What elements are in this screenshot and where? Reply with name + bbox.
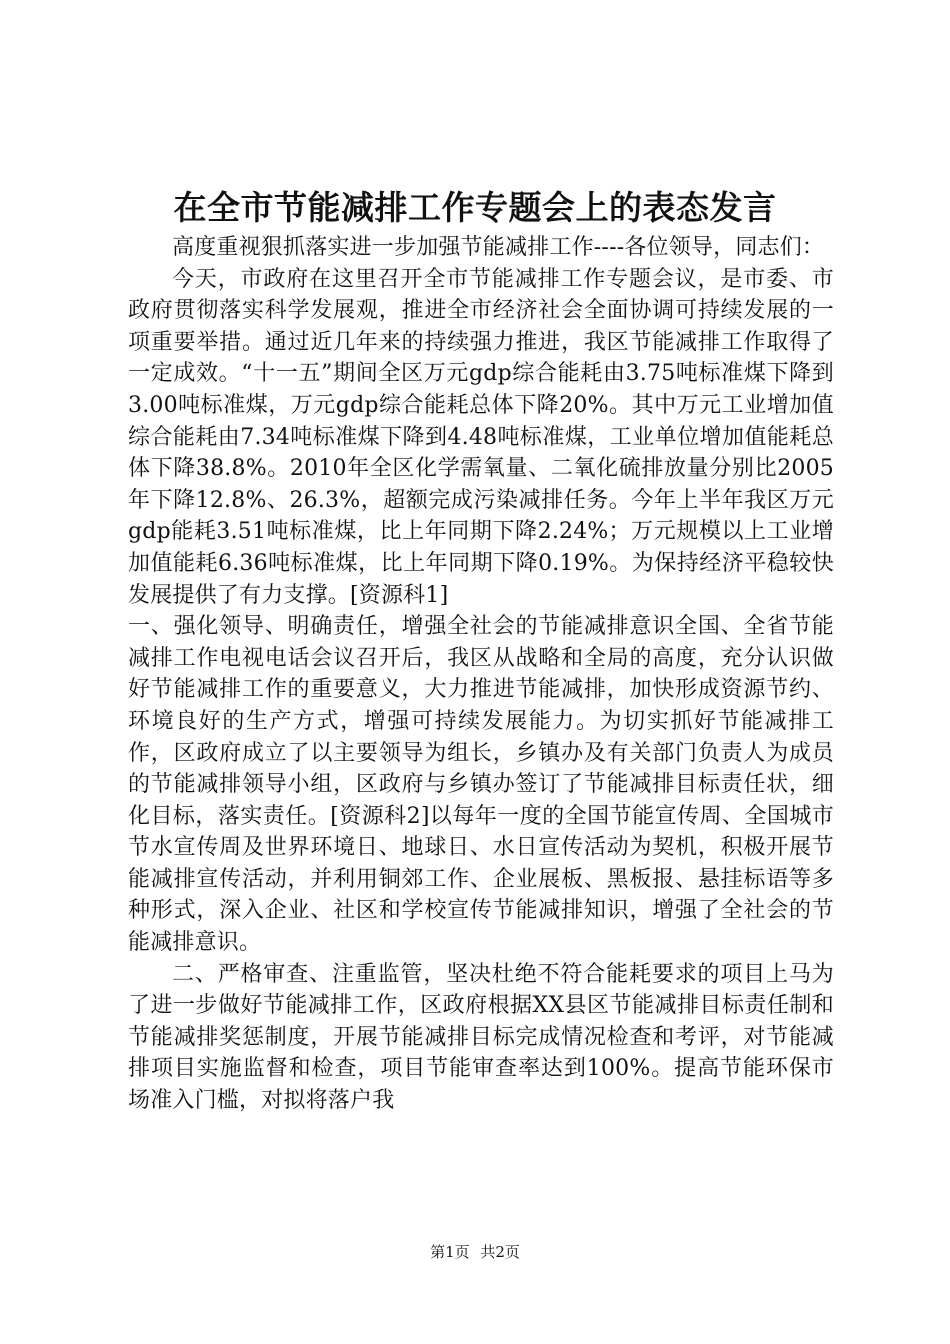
document-body — [128, 232, 834, 1117]
paragraph-subtitle-greeting: 高度重视狠抓落实进一步加强节能减排工作----各位领导，同志们： — [172, 235, 825, 260]
page-total: 共2页 — [480, 1243, 520, 1261]
page-footer — [0, 1242, 950, 1262]
page-number: 第1页 — [430, 1243, 470, 1261]
paragraph-section-1: 一、强化领导、明确责任，增强全社会的节能减排意识全国、全省节能减排工作电视电话会议召开后，我区从战略和全局的高度，充分认识做好节能减排工作的重要意义，大力推进节能减排，加快形成资源节约、环境良好的生产方式，增强可持续发展能力。为切实抓好节能减排工作，区政府成立了以主要领导为组长，乡镇办及有关部门负责人为成员的节能减排领导小组，区政府与乡镇办签订了节能减排目标责任状，细化目标，落实责任。[资源科2]以每年一度的全国节能宣传周、全国城市节水宣传周及世界环境日、地球日、水日宣传活动为契机，积极开展节能减排宣传活动，并利用铜郊工作、企业展板、黑板报、悬挂标语等多种形式，深入企业、社区和学校宣传节能减排知识，增强了全社会的节能减排意识。 — [128, 614, 834, 956]
document-title: 在全市节能减排工作专题会上的表态发言 — [173, 188, 777, 227]
paragraph-section-2: 二、严格审查、注重监管，坚决杜绝不符合能耗要求的项目上马为了进一步做好节能减排工作，区政府根据XX县区节能减排目标责任制和节能减排奖惩制度，开展节能减排目标完成情况检查和考评，对节能减排项目实施监督和检查，项目节能审查率达到100%。提高节能环保市场准入门槛，对拟将落户我 — [128, 961, 834, 1114]
paragraph-intro: 今天，市政府在这里召开全市节能减排工作专题会议，是市委、市政府贯彻落实科学发展观，推进全市经济社会全面协调可持续发展的一项重要举措。通过近几年来的持续强力推进，我区节能减排工作取得了一定成效。“十一五”期间全区万元gdp综合能耗由3.75吨标准煤下降到3.00吨标准煤，万元gdp综合能耗总体下降20%。其中万元工业增加值综合能耗由7.34吨标准煤下降到4.48吨标准煤，工业单位增加值能耗总体下降38.8%。2010年全区化学需氧量、二氧化硫排放量分别比2005年下降12.8%、26.3%，超额完成污染减排任务。今年上半年我区万元gdp能耗3.51吨标准煤，比上年同期下降2.24%；万元规模以上工业增加值能耗6.36吨标准煤，比上年同期下降0.19%。为保持经济平稳较快发展提供了有力支撑。[资源科1] — [128, 266, 834, 608]
